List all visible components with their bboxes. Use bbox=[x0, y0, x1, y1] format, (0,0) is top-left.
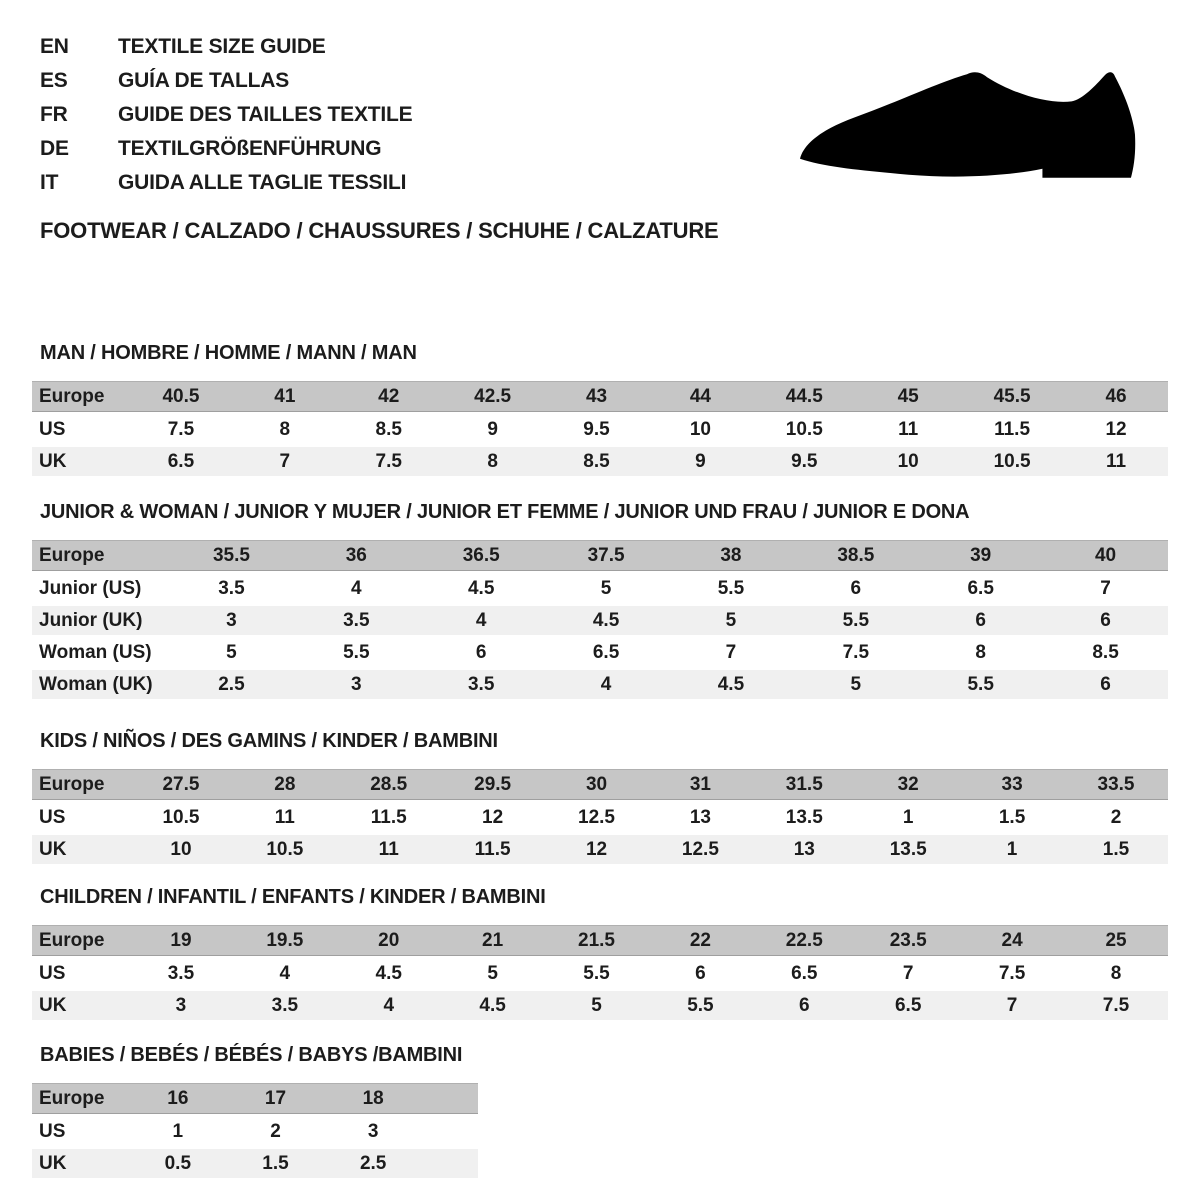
size-value-cell: 6 bbox=[648, 959, 752, 988]
language-row bbox=[40, 64, 719, 98]
table-row bbox=[32, 638, 1168, 667]
section-babies bbox=[32, 1044, 1168, 1181]
size-value-cell: 2.5 bbox=[324, 1149, 422, 1178]
table-row bbox=[32, 1149, 478, 1178]
size-value-cell: 37.5 bbox=[544, 540, 669, 571]
size-value-cell: 6 bbox=[1043, 606, 1168, 635]
row-label: UK bbox=[32, 1149, 129, 1178]
table-row bbox=[32, 381, 1168, 412]
size-value-cell: 45.5 bbox=[960, 381, 1064, 412]
size-value-cell: 6.5 bbox=[752, 959, 856, 988]
size-value-cell: 1.5 bbox=[960, 803, 1064, 832]
size-value-cell: 5 bbox=[793, 670, 918, 699]
size-value-cell: 4.5 bbox=[669, 670, 794, 699]
language-title: GUÍA DE TALLAS bbox=[118, 69, 290, 92]
size-value-cell: 6 bbox=[793, 574, 918, 603]
size-value-cell: 42.5 bbox=[441, 381, 545, 412]
table-row bbox=[32, 670, 1168, 699]
size-value-cell: 41 bbox=[233, 381, 337, 412]
size-value-cell: 11 bbox=[337, 835, 441, 864]
section-title-junior-woman: JUNIOR & WOMAN / JUNIOR Y MUJER / JUNIOR ET FEMME / JUNIOR UND FRAU / JUNIOR E DONA bbox=[40, 501, 970, 523]
size-value-cell: 10 bbox=[129, 835, 233, 864]
language-code: DE bbox=[40, 137, 69, 160]
table-row bbox=[32, 606, 1168, 635]
table-row bbox=[32, 1117, 478, 1146]
size-value-cell: 10.5 bbox=[752, 415, 856, 444]
size-value-cell: 13.5 bbox=[856, 835, 960, 864]
row-label: Woman (UK) bbox=[32, 670, 169, 699]
size-value-cell: 5.5 bbox=[669, 574, 794, 603]
size-value-cell: 7 bbox=[856, 959, 960, 988]
size-value-cell: 7.5 bbox=[793, 638, 918, 667]
size-value-cell: 8.5 bbox=[545, 447, 649, 476]
size-value-cell: 4 bbox=[294, 574, 419, 603]
size-table-man bbox=[32, 378, 1168, 479]
size-value-cell: 32 bbox=[856, 769, 960, 800]
row-label: Woman (US) bbox=[32, 638, 169, 667]
size-value-cell: 3 bbox=[324, 1117, 422, 1146]
size-value-cell: 45 bbox=[856, 381, 960, 412]
row-label: Europe bbox=[32, 769, 129, 800]
row-label: Europe bbox=[32, 540, 169, 571]
size-value-cell: 3.5 bbox=[129, 959, 233, 988]
size-value-cell: 18 bbox=[324, 1083, 422, 1114]
row-label: US bbox=[32, 415, 129, 444]
size-table-babies bbox=[32, 1080, 478, 1181]
table-row bbox=[32, 447, 1168, 476]
size-value-cell: 2 bbox=[1064, 803, 1168, 832]
table-row bbox=[32, 991, 1168, 1020]
size-value-cell: 6.5 bbox=[544, 638, 669, 667]
size-value-cell: 12 bbox=[545, 835, 649, 864]
size-value-cell: 9 bbox=[648, 447, 752, 476]
size-value-cell: 19.5 bbox=[233, 925, 337, 956]
table-row bbox=[32, 803, 1168, 832]
size-value-cell: 42 bbox=[337, 381, 441, 412]
size-value-cell: 4.5 bbox=[544, 606, 669, 635]
size-value-cell: 10.5 bbox=[960, 447, 1064, 476]
size-value-cell: 7 bbox=[960, 991, 1064, 1020]
size-value-cell: 6 bbox=[1043, 670, 1168, 699]
size-value-cell: 11.5 bbox=[960, 415, 1064, 444]
size-value-cell: 12 bbox=[441, 803, 545, 832]
language-row bbox=[40, 166, 719, 200]
size-value-cell: 12.5 bbox=[545, 803, 649, 832]
size-value-cell: 7.5 bbox=[129, 415, 233, 444]
table-row bbox=[32, 1083, 478, 1114]
size-value-cell: 40 bbox=[1043, 540, 1168, 571]
table-row bbox=[32, 959, 1168, 988]
category-heading: FOOTWEAR / CALZADO / CHAUSSURES / SCHUHE / CALZATURE bbox=[40, 218, 719, 243]
size-value-cell: 8 bbox=[918, 638, 1043, 667]
size-value-cell: 21 bbox=[441, 925, 545, 956]
row-label: US bbox=[32, 803, 129, 832]
size-value-cell: 1 bbox=[129, 1117, 227, 1146]
size-value-cell: 4 bbox=[233, 959, 337, 988]
size-value-cell: 11 bbox=[233, 803, 337, 832]
size-value-cell: 6 bbox=[752, 991, 856, 1020]
language-title: GUIDA ALLE TAGLIE TESSILI bbox=[118, 171, 407, 194]
size-value-cell: 22 bbox=[648, 925, 752, 956]
size-value-cell: 1.5 bbox=[227, 1149, 325, 1178]
size-value-cell: 8.5 bbox=[1043, 638, 1168, 667]
size-value-cell: 40.5 bbox=[129, 381, 233, 412]
size-value-cell: 5 bbox=[169, 638, 294, 667]
language-row bbox=[40, 30, 719, 64]
size-value-cell: 25 bbox=[1064, 925, 1168, 956]
section-title-man: MAN / HOMBRE / HOMME / MANN / MAN bbox=[40, 342, 417, 364]
language-title: TEXTILGRÖßENFÜHRUNG bbox=[118, 137, 382, 160]
size-value-cell: 13.5 bbox=[752, 803, 856, 832]
size-value-cell: 7.5 bbox=[1064, 991, 1168, 1020]
size-value-cell: 4.5 bbox=[337, 959, 441, 988]
size-value-cell: 11 bbox=[856, 415, 960, 444]
row-label: US bbox=[32, 959, 129, 988]
size-value-cell: 33 bbox=[960, 769, 1064, 800]
size-value-cell: 4 bbox=[544, 670, 669, 699]
size-value-cell: 10.5 bbox=[129, 803, 233, 832]
size-value-cell: 33.5 bbox=[1064, 769, 1168, 800]
size-value-cell: 39 bbox=[918, 540, 1043, 571]
size-value-cell: 36 bbox=[294, 540, 419, 571]
size-value-cell: 8 bbox=[233, 415, 337, 444]
language-title: TEXTILE SIZE GUIDE bbox=[118, 35, 326, 58]
table-row bbox=[32, 769, 1168, 800]
language-row bbox=[40, 132, 719, 166]
size-value-cell: 3.5 bbox=[294, 606, 419, 635]
table-row bbox=[32, 415, 1168, 444]
size-table-junior-woman bbox=[32, 537, 1168, 702]
size-value-cell: 4 bbox=[337, 991, 441, 1020]
filler-cell bbox=[422, 1083, 478, 1114]
size-value-cell: 36.5 bbox=[419, 540, 544, 571]
size-value-cell: 12.5 bbox=[648, 835, 752, 864]
size-value-cell: 44 bbox=[648, 381, 752, 412]
language-title-block bbox=[40, 30, 719, 244]
table-row bbox=[32, 925, 1168, 956]
size-value-cell: 13 bbox=[648, 803, 752, 832]
size-value-cell: 38.5 bbox=[793, 540, 918, 571]
size-value-cell: 24 bbox=[960, 925, 1064, 956]
size-value-cell: 6 bbox=[918, 606, 1043, 635]
size-value-cell: 5.5 bbox=[294, 638, 419, 667]
size-value-cell: 8 bbox=[1064, 959, 1168, 988]
size-value-cell: 3.5 bbox=[169, 574, 294, 603]
row-label: Europe bbox=[32, 1083, 129, 1114]
size-value-cell: 11.5 bbox=[441, 835, 545, 864]
size-value-cell: 10.5 bbox=[233, 835, 337, 864]
section-kids bbox=[32, 730, 1168, 867]
section-title-babies: BABIES / BEBÉS / BÉBÉS / BABYS /BAMBINI bbox=[40, 1044, 463, 1066]
language-code: IT bbox=[40, 171, 59, 194]
size-value-cell: 1 bbox=[856, 803, 960, 832]
size-value-cell: 28.5 bbox=[337, 769, 441, 800]
size-value-cell: 5 bbox=[545, 991, 649, 1020]
size-value-cell: 3.5 bbox=[419, 670, 544, 699]
section-junior-woman bbox=[32, 501, 1168, 702]
row-label: UK bbox=[32, 835, 129, 864]
size-value-cell: 1.5 bbox=[1064, 835, 1168, 864]
size-value-cell: 22.5 bbox=[752, 925, 856, 956]
size-value-cell: 6.5 bbox=[129, 447, 233, 476]
size-value-cell: 5.5 bbox=[648, 991, 752, 1020]
size-value-cell: 29.5 bbox=[441, 769, 545, 800]
table-row bbox=[32, 540, 1168, 571]
size-value-cell: 5 bbox=[544, 574, 669, 603]
size-value-cell: 11 bbox=[1064, 447, 1168, 476]
size-value-cell: 17 bbox=[227, 1083, 325, 1114]
language-title: GUIDE DES TAILLES TEXTILE bbox=[118, 103, 413, 126]
size-value-cell: 9.5 bbox=[752, 447, 856, 476]
size-value-cell: 7.5 bbox=[960, 959, 1064, 988]
size-value-cell: 31 bbox=[648, 769, 752, 800]
language-row bbox=[40, 98, 719, 132]
size-value-cell: 3 bbox=[294, 670, 419, 699]
language-code: ES bbox=[40, 69, 68, 92]
section-title-children: CHILDREN / INFANTIL / ENFANTS / KINDER / BAMBINI bbox=[40, 886, 546, 908]
size-value-cell: 31.5 bbox=[752, 769, 856, 800]
size-value-cell: 44.5 bbox=[752, 381, 856, 412]
size-value-cell: 1 bbox=[960, 835, 1064, 864]
size-value-cell: 8.5 bbox=[337, 415, 441, 444]
section-title-kids: KIDS / NIÑOS / DES GAMINS / KINDER / BAMBINI bbox=[40, 730, 498, 752]
size-value-cell: 9.5 bbox=[545, 415, 649, 444]
section-children bbox=[32, 886, 1168, 1023]
row-label: UK bbox=[32, 991, 129, 1020]
size-value-cell: 30 bbox=[545, 769, 649, 800]
size-value-cell: 23.5 bbox=[856, 925, 960, 956]
size-value-cell: 0.5 bbox=[129, 1149, 227, 1178]
table-row bbox=[32, 835, 1168, 864]
size-value-cell: 27.5 bbox=[129, 769, 233, 800]
size-value-cell: 7.5 bbox=[337, 447, 441, 476]
size-value-cell: 19 bbox=[129, 925, 233, 956]
size-value-cell: 9 bbox=[441, 415, 545, 444]
size-value-cell: 11.5 bbox=[337, 803, 441, 832]
size-value-cell: 16 bbox=[129, 1083, 227, 1114]
section-man bbox=[32, 342, 1168, 479]
size-value-cell: 2 bbox=[227, 1117, 325, 1146]
size-value-cell: 3 bbox=[169, 606, 294, 635]
row-label: US bbox=[32, 1117, 129, 1146]
row-label: UK bbox=[32, 447, 129, 476]
size-value-cell: 2.5 bbox=[169, 670, 294, 699]
size-value-cell: 35.5 bbox=[169, 540, 294, 571]
size-table-kids bbox=[32, 766, 1168, 867]
row-label: Junior (US) bbox=[32, 574, 169, 603]
size-value-cell: 12 bbox=[1064, 415, 1168, 444]
dress-shoe-silhouette-path bbox=[800, 72, 1135, 178]
table-row bbox=[32, 574, 1168, 603]
size-value-cell: 6 bbox=[419, 638, 544, 667]
size-value-cell: 46 bbox=[1064, 381, 1168, 412]
language-code: FR bbox=[40, 103, 68, 126]
size-table-children bbox=[32, 922, 1168, 1023]
size-value-cell: 7 bbox=[233, 447, 337, 476]
size-value-cell: 5.5 bbox=[918, 670, 1043, 699]
size-value-cell: 5 bbox=[441, 959, 545, 988]
size-value-cell: 3.5 bbox=[233, 991, 337, 1020]
size-value-cell: 21.5 bbox=[545, 925, 649, 956]
size-value-cell: 10 bbox=[856, 447, 960, 476]
size-value-cell: 10 bbox=[648, 415, 752, 444]
size-value-cell: 6.5 bbox=[856, 991, 960, 1020]
size-value-cell: 5.5 bbox=[545, 959, 649, 988]
language-code: EN bbox=[40, 35, 69, 58]
dress-shoe-icon bbox=[798, 70, 1140, 183]
row-label: Junior (UK) bbox=[32, 606, 169, 635]
size-value-cell: 13 bbox=[752, 835, 856, 864]
filler-cell bbox=[422, 1117, 478, 1146]
size-value-cell: 4.5 bbox=[419, 574, 544, 603]
size-value-cell: 5 bbox=[669, 606, 794, 635]
size-value-cell: 8 bbox=[441, 447, 545, 476]
size-value-cell: 20 bbox=[337, 925, 441, 956]
size-value-cell: 4.5 bbox=[441, 991, 545, 1020]
size-value-cell: 7 bbox=[1043, 574, 1168, 603]
row-label: Europe bbox=[32, 925, 129, 956]
size-value-cell: 38 bbox=[669, 540, 794, 571]
size-value-cell: 7 bbox=[669, 638, 794, 667]
row-label: Europe bbox=[32, 381, 129, 412]
size-value-cell: 3 bbox=[129, 991, 233, 1020]
size-value-cell: 43 bbox=[545, 381, 649, 412]
size-value-cell: 5.5 bbox=[793, 606, 918, 635]
filler-cell bbox=[422, 1149, 478, 1178]
size-value-cell: 6.5 bbox=[918, 574, 1043, 603]
size-value-cell: 28 bbox=[233, 769, 337, 800]
size-value-cell: 4 bbox=[419, 606, 544, 635]
